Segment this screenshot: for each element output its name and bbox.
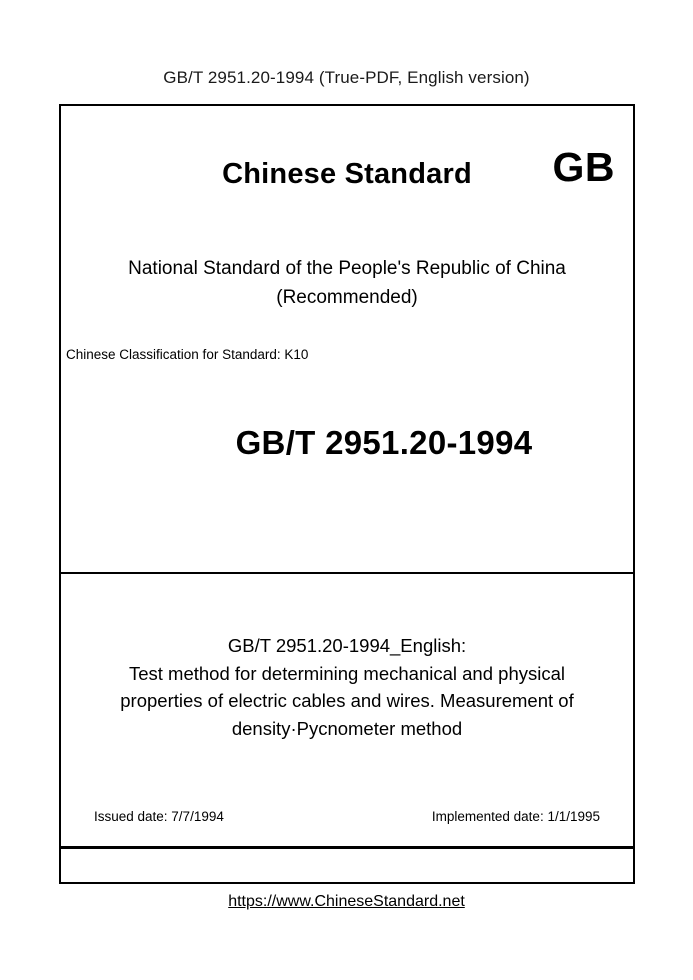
national-standard-block [61,254,633,312]
gb-logo: GB [552,144,615,190]
document-title-line-2: Test method for determining mechanical and physical [128,662,565,684]
website-link[interactable]: https://www.ChineseStandard.net [228,893,465,910]
standard-number: GB/T 2951.20-1994 [235,424,533,461]
cover-frame [59,104,635,884]
cover-upper-section [61,106,633,574]
cover-footer-bar [61,846,633,886]
implemented-date: Implemented date: 1/1/1995 [431,809,600,824]
document-title-line-3: properties of electric cables and wires. Measurement of [120,690,574,711]
document-title-line-1: GB/T 2951.20-1994_English: [227,635,467,656]
cover-lower-section [61,574,633,886]
issued-date: Issued date: 7/7/1994 [94,809,224,824]
national-standard-line-2: (Recommended) [276,287,418,308]
national-standard-line-1: National Standard of the People's Republic of China [128,258,566,279]
cover-heading: Chinese Standard [222,158,472,190]
document-title-line-4: density·Pycnometer method [231,717,463,739]
classification-code: Chinese Classification for Standard: K10 [66,347,309,362]
dates-row [61,809,633,824]
document-title-block [81,632,613,742]
page-caption: GB/T 2951.20-1994 (True-PDF, English version) [163,68,530,87]
